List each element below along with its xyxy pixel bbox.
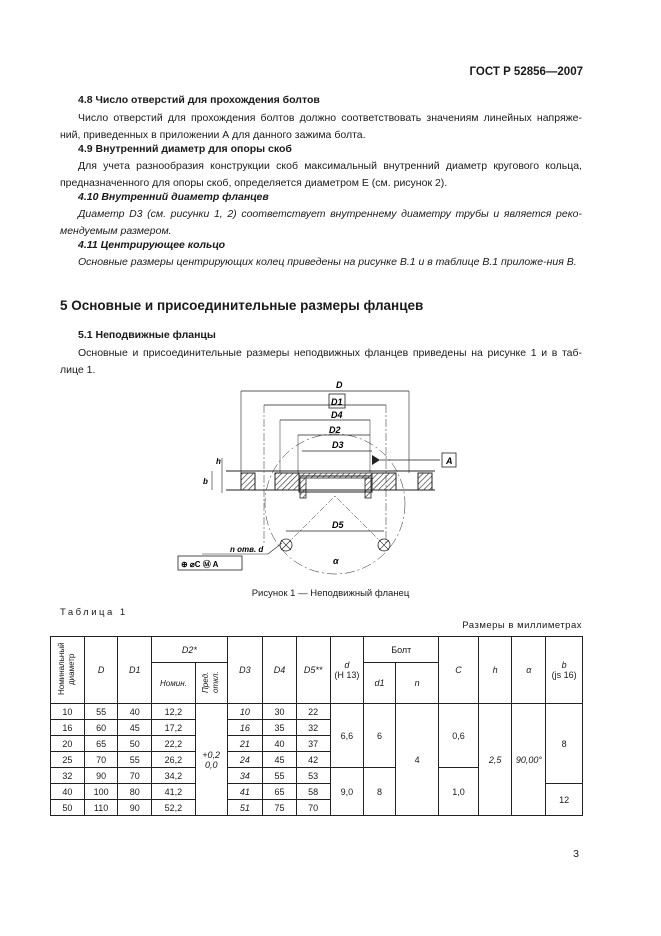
table-cell: 30 [263, 704, 297, 720]
table-cell: 75 [263, 800, 297, 816]
table-cell: 41 [227, 784, 263, 800]
col-D1: D1 [118, 637, 152, 704]
table-cell: 50 [118, 736, 152, 752]
flange-drawing [181, 378, 470, 578]
col-d1: d1 [364, 663, 396, 704]
table-cell: 51 [227, 800, 263, 816]
col-D4: D4 [263, 637, 297, 704]
col-C: C [439, 637, 479, 704]
label-D5: D5 [332, 520, 344, 530]
table-cell: 70 [296, 800, 330, 816]
table-cell: 90,00° [512, 704, 546, 816]
col-alpha: α [512, 637, 546, 704]
table-cell: 34 [227, 768, 263, 784]
col-bolt: Болт [364, 637, 439, 663]
table-cell: 34,2 [152, 768, 196, 784]
table-cell: 2,5 [478, 704, 512, 816]
table-cell: 21 [227, 736, 263, 752]
label-D: D [336, 380, 343, 390]
label-D3: D3 [332, 440, 344, 450]
section-4-9-text: Для учета разнообразия конструкции скоб максимальный внутренний диаметр кругового кольца, предназначенного для опоры скоб, определяется диаметром E (см. рисунок 2). [60, 160, 582, 189]
table-label: Таблица 1 [60, 607, 128, 618]
col-D: D [84, 637, 118, 704]
table-cell: 6,6 [330, 704, 364, 768]
section-5-1-text: Основные и присоединительные размеры неподвижных фланцев приведены на рисунке 1 и в таб-лице 1. [60, 347, 582, 376]
table-cell: 90 [118, 800, 152, 816]
label-holes: n отв. d [230, 545, 264, 554]
col-d: d (H 13) [330, 637, 364, 704]
table-cell: 17,2 [152, 720, 196, 736]
table-cell: 70 [118, 768, 152, 784]
table-cell: 60 [84, 720, 118, 736]
table-cell: 40 [118, 704, 152, 720]
table-cell: 20 [51, 736, 85, 752]
figure-caption: Рисунок 1 — Неподвижный фланец [251, 588, 410, 599]
section-4-8-text: Число отверстий для прохождения болтов должно соответствовать значениям линейных напряже-ний, приведенных в приложении А для данного зажима болта. [60, 112, 582, 141]
table-cell: 4 [395, 704, 438, 816]
label-tolerance: ⊕ ⌀C Ⓜ A [181, 560, 219, 569]
col-D2-dev: Пред. откл. [195, 663, 227, 704]
page-number: 3 [573, 848, 579, 860]
D2-deviation: +0,2 0,0 [195, 704, 227, 816]
dimensions-table [50, 636, 583, 816]
table-cell: 12 [546, 784, 583, 816]
section-5-1-title: 5.1 Неподвижные фланцы [78, 329, 216, 341]
table-cell: 45 [118, 720, 152, 736]
table-cell: 65 [263, 784, 297, 800]
table-cell: 10 [51, 704, 85, 720]
table-cell: 16 [227, 720, 263, 736]
table-cell: 41,2 [152, 784, 196, 800]
table-cell: 58 [296, 784, 330, 800]
table-cell: 32 [296, 720, 330, 736]
section-5-title: 5 Основные и присоединительные размеры фланцев [60, 298, 424, 313]
table-cell: 8 [546, 704, 583, 784]
table-cell: 52,2 [152, 800, 196, 816]
section-4-9-title: 4.9 Внутренний диаметр для опоры скоб [78, 143, 292, 155]
table-cell: 12,2 [152, 704, 196, 720]
label-D2: D2 [329, 425, 341, 435]
col-b: b (js 16) [546, 637, 583, 704]
col-n: n [395, 663, 438, 704]
table-cell: 24 [227, 752, 263, 768]
table-cell: 53 [296, 768, 330, 784]
table-cell: 1,0 [439, 768, 479, 816]
table-cell: 40 [263, 736, 297, 752]
label-D4: D4 [331, 410, 343, 420]
table-cell: 22,2 [152, 736, 196, 752]
section-4-8-title: 4.8 Число отверстий для прохождения болтов [78, 94, 320, 106]
col-D2: D2* [152, 637, 228, 663]
label-h: h [216, 457, 221, 466]
table-cell: 16 [51, 720, 85, 736]
table-cell: 55 [118, 752, 152, 768]
table-cell: 45 [263, 752, 297, 768]
table-cell: 42 [296, 752, 330, 768]
table-cell: 26,2 [152, 752, 196, 768]
table-row [51, 704, 583, 720]
col-nominal: Номинальный диаметр [57, 642, 77, 696]
col-D5: D5** [296, 637, 330, 704]
table-cell: 0,6 [439, 704, 479, 768]
table-cell: 90 [84, 768, 118, 784]
table-cell: 22 [296, 704, 330, 720]
section-4-10-text: Диаметр D3 (см. рисунки 1, 2) соответствует внутреннему диаметру трубы и является реко-мендуемым размером. [60, 208, 582, 237]
table-cell: 25 [51, 752, 85, 768]
section-4-10-title: 4.10 Внутренний диаметр фланцев [78, 191, 269, 203]
col-h: h [478, 637, 512, 704]
table-cell: 55 [263, 768, 297, 784]
table-cell: 55 [84, 704, 118, 720]
table-units: Размеры в миллиметрах [462, 620, 582, 631]
table-cell: 6 [364, 704, 396, 768]
standard-header: ГОСТ Р 52856—2007 [469, 66, 583, 78]
label-A: A [446, 456, 453, 466]
table-cell: 35 [263, 720, 297, 736]
table-cell: 80 [118, 784, 152, 800]
col-D3: D3 [227, 637, 263, 704]
label-D1: D1 [331, 397, 343, 407]
table-cell: 100 [84, 784, 118, 800]
label-b: b [203, 477, 208, 486]
table-cell: 110 [84, 800, 118, 816]
table-cell: 8 [364, 768, 396, 816]
table-cell: 70 [84, 752, 118, 768]
table-cell: 65 [84, 736, 118, 752]
table-cell: 32 [51, 768, 85, 784]
table-cell: 10 [227, 704, 263, 720]
table-cell: 37 [296, 736, 330, 752]
table-cell: 50 [51, 800, 85, 816]
label-alpha: α [333, 556, 339, 566]
table-cell: 9,0 [330, 768, 364, 816]
section-4-11-title: 4.11 Центрирующее кольцо [78, 239, 226, 251]
col-D2-nom: Номин. [152, 663, 196, 704]
section-4-11-text: Основные размеры центрирующих колец приведены на рисунке В.1 и в таблице В.1 приложе-ния В. [78, 256, 577, 268]
table-cell: 40 [51, 784, 85, 800]
